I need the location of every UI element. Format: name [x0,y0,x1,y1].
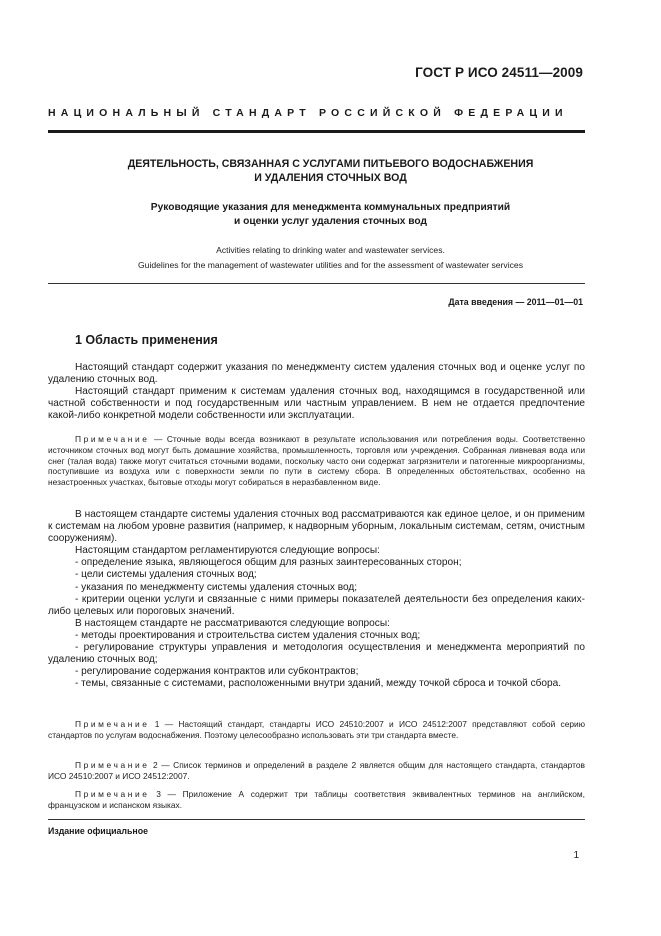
footer-rule [48,819,585,820]
list-item: - темы, связанные с системами, расположенными внутри зданий, между точкой сброса и точкой сбора. [75,678,562,690]
english-title-line-2: Guidelines for the management of wastewater utilities and for the assessment of wastewater services [138,260,523,270]
note-4-text: 3 — Приложение А содержит три таблицы соответствия эквивалентных терминов на английском, французском и испанском языках. [48,789,585,810]
note-3 [48,760,585,782]
title-rule [48,283,585,284]
title-line-1: ДЕЯТЕЛЬНОСТЬ, СВЯЗАННАЯ С УСЛУГАМИ ПИТЬЕВОГО ВОДОСНАБЖЕНИЯ [127,158,534,170]
note-2-lead: Примечание [75,719,150,729]
paragraph-2: Настоящий стандарт применим к системам удаления сточных вод, находящимся в государственной или частной собственности и под государственным или частным управлением. В нем не отдается предпочтение какой-либо конкретной модели собственности или эксплуатации. [48,386,585,422]
list-item: - определение языка, являющегося общим для разных заинтересованных сторон; [75,557,462,569]
header-rule [48,130,585,133]
list-item: - указания по менеджменту системы удаления сточных вод; [75,581,358,593]
section-body-1 [48,362,585,422]
subtitle-line-2: и оценки услуг удаления сточных вод [234,216,427,227]
note-3-lead: Примечание [75,760,150,770]
introduction-date: Дата введения — 2011—01—01 [448,297,583,307]
note-4 [48,789,585,811]
national-standard-heading: НАЦИОНАЛЬНЫЙ СТАНДАРТ РОССИЙСКОЙ ФЕДЕРАЦИИ [48,107,568,119]
note-3-text: 2 — Список терминов и определений в разделе 2 является общим для настоящего стандарта, стандартов ИСО 24510:2007 и ИСО 24512:2007. [48,760,586,781]
english-title [60,243,601,273]
list-item: - цели системы удаления сточных вод; [75,569,257,581]
note-1 [48,434,585,488]
section-body-2 [48,509,585,690]
document-subtitle [60,201,601,229]
paragraph-3: В настоящем стандарте системы удаления сточных вод рассматриваются как единое целое, и он применим к системам на любом уровне развития (например, к надворным уборным, локальным системам, сетям, очистным сооружениям). [48,509,585,545]
list-item: - регулирование содержания контрактов или субконтрактов; [75,666,359,678]
note-2 [48,719,585,741]
note-2-text: 1 — Настоящий стандарт, стандарты ИСО 24510:2007 и ИСО 24512:2007 представляют собой серию стандартов по услугам водоснабжения. Поэтому целесообразно использовать эти три стандарта вместе. [48,719,585,740]
list-item: - регулирование структуры управления и методология осуществления и менеджмента мероприятий по удалению сточных вод; [48,642,585,666]
english-title-line-1: Activities relating to drinking water and wastewater services. [216,245,445,255]
page-number: 1 [573,850,579,861]
document-title [60,157,601,185]
note-1-text: — Сточные воды всегда возникают в результате использования или потребления воды. Соответственно источником сточных вод могут быть домашние хозяйства, промышленность, торговля или учреждения. Собранная ливневая вода или снег (талая вода) также могут считаться сточными водами, поскольку часто они содержат загрязнители и патогенные микроорганизмы, поступившие из воздуха или с поверхности земли по пути в систему сбора. В определенных обстоятельствах, особенно на незастроенных участках, бытовые отходы могут собираться в неразбавленном виде. [48,434,586,488]
title-line-2: И УДАЛЕНИЯ СТОЧНЫХ ВОД [254,172,407,184]
subtitle-line-1: Руководящие указания для менеджмента коммунальных предприятий [150,202,511,213]
list-item: - методы проектирования и строительства систем удаления сточных вод; [75,629,421,641]
official-edition-label: Издание официальное [48,826,148,836]
document-code: ГОСТ Р ИСО 24511—2009 [415,65,583,80]
paragraph-4: Настоящим стандартом регламентируются следующие вопросы: [75,545,380,557]
paragraph-5: В настоящем стандарте не рассматриваются следующие вопросы: [75,617,390,629]
excluded-issues-list [48,630,585,690]
paragraph-1: Настоящий стандарт содержит указания по менеджменту систем удаления сточных вод и оценке услуг по удалению сточных вод. [48,362,585,386]
note-4-lead: Примечание [75,789,150,799]
section-heading: 1 Область применения [75,333,218,347]
note-1-lead: Примечание [75,434,150,444]
list-item: - критерии оценки услуги и связанные с ними примеры показателей деятельности без определения каких-либо целевых или пороговых значений. [48,593,585,617]
regulated-issues-list [48,557,585,617]
